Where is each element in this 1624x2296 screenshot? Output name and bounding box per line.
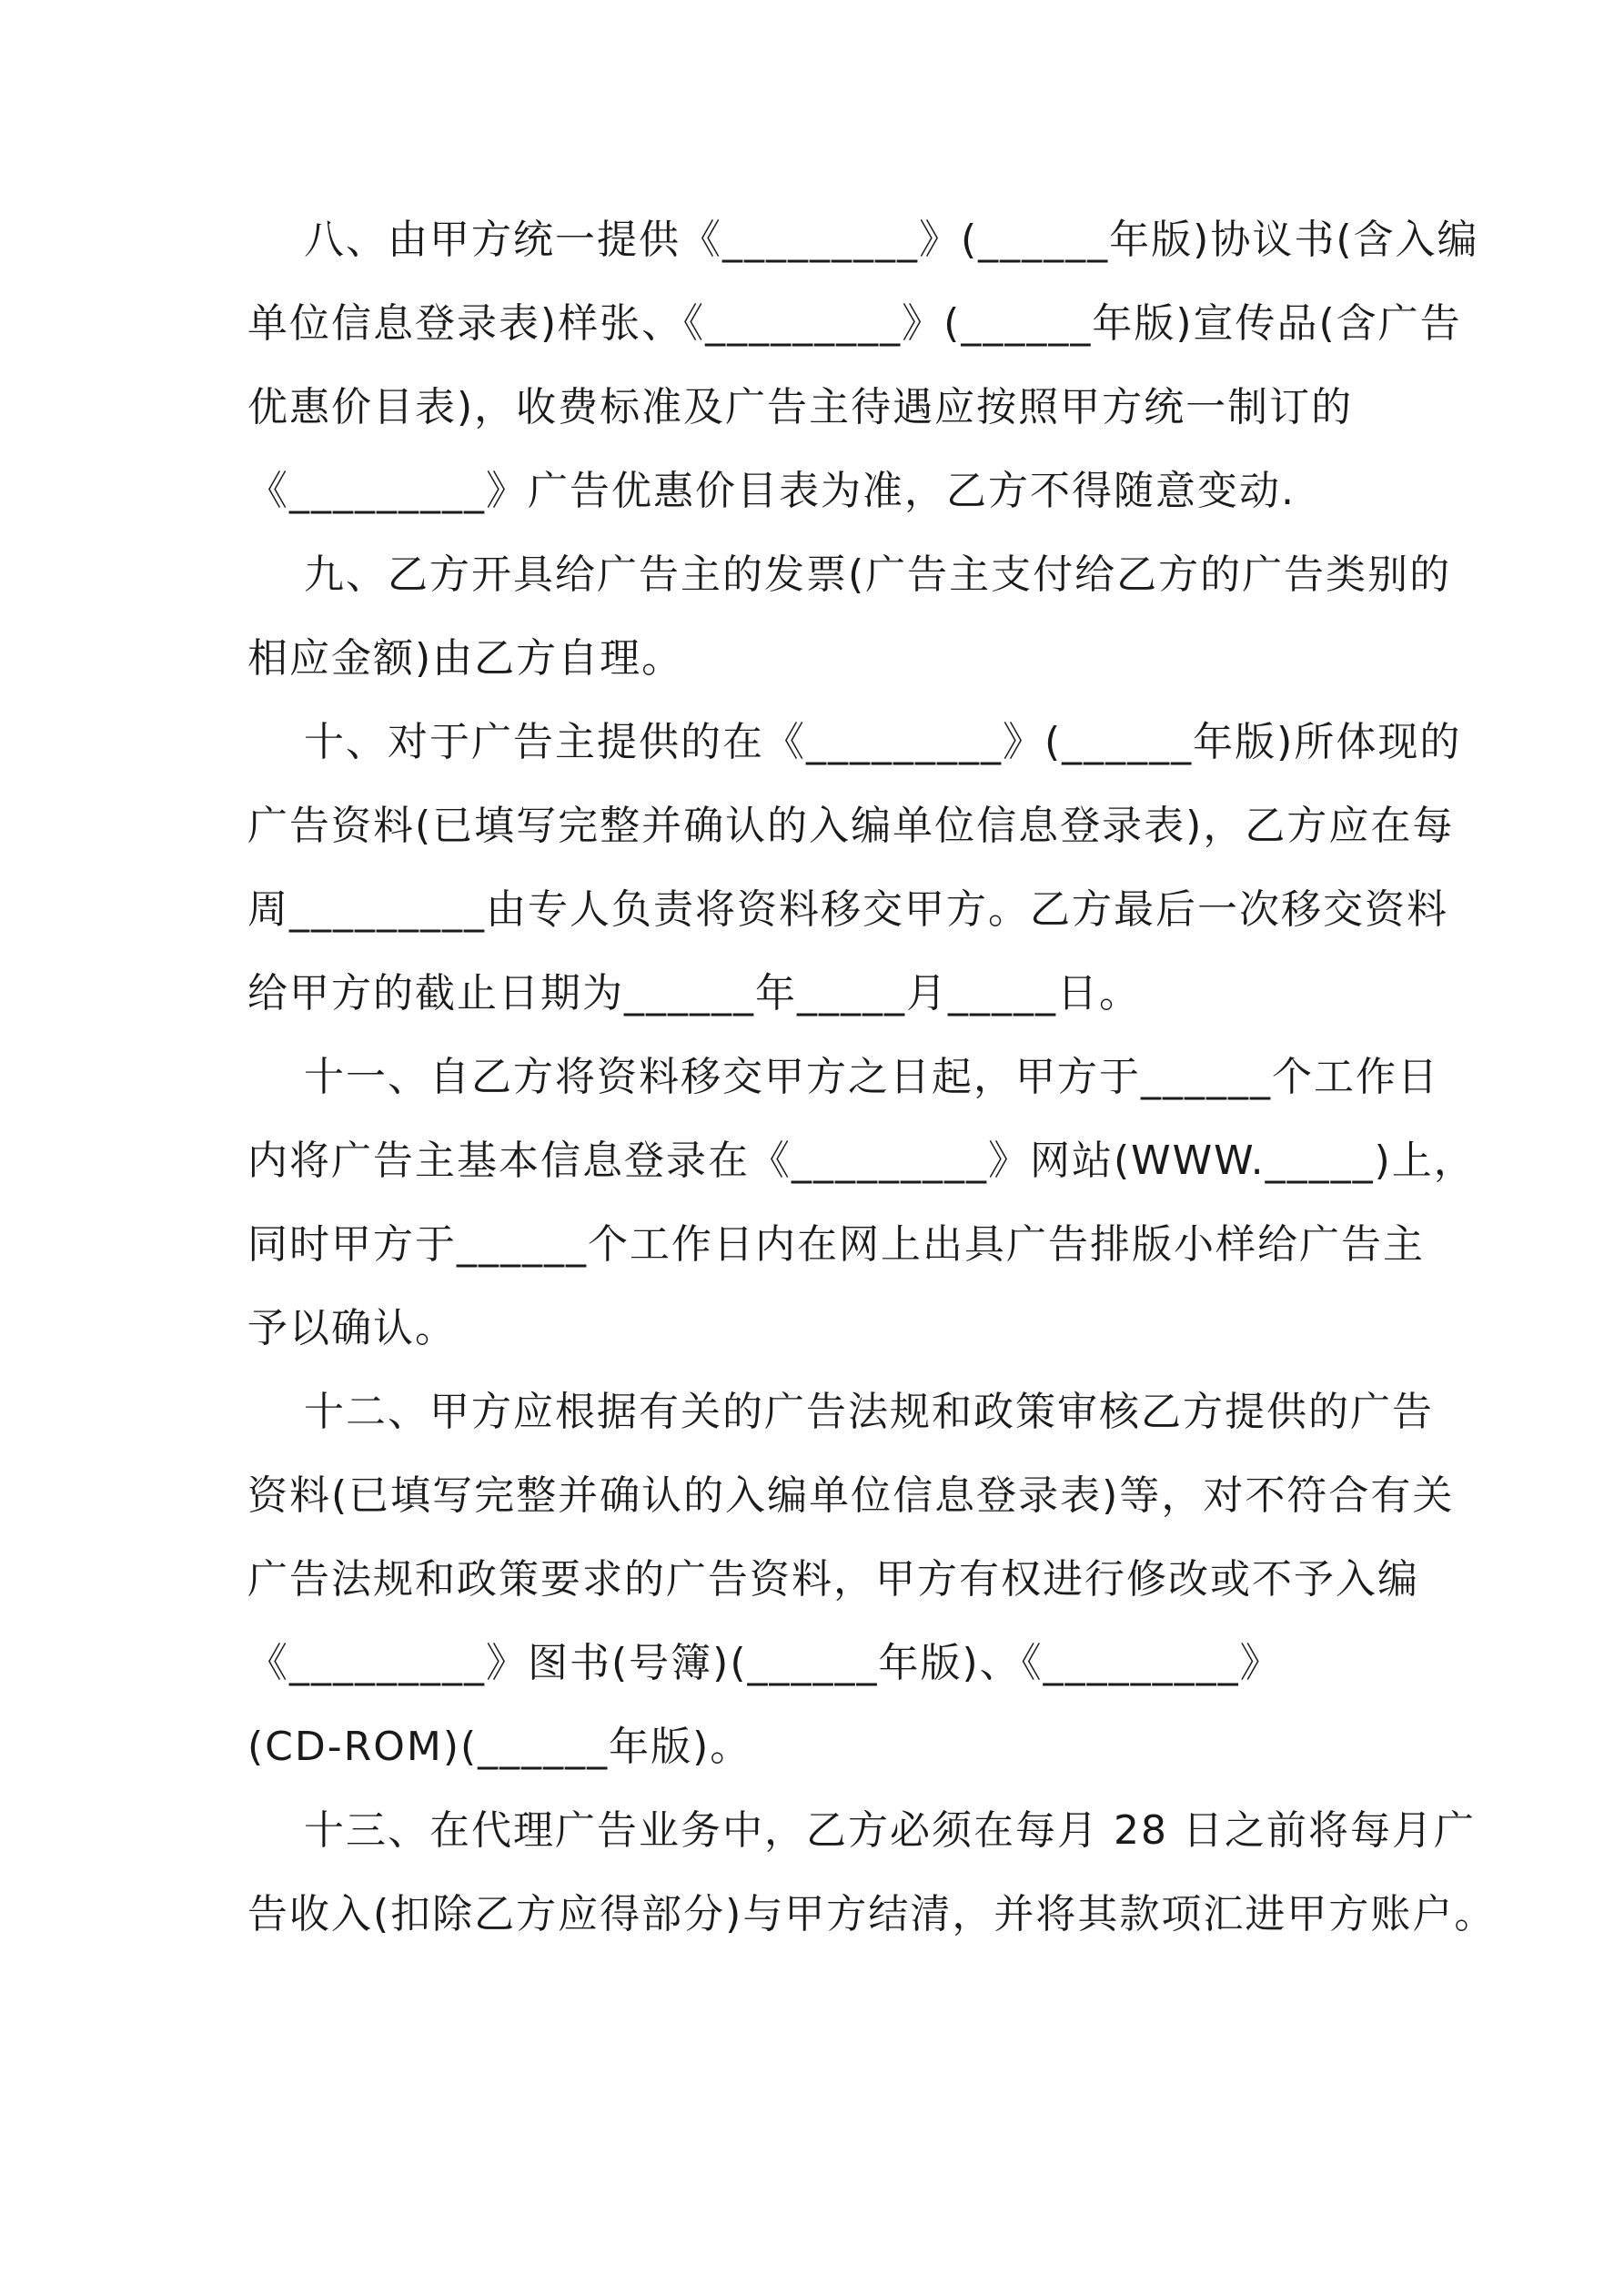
- clause-11-line-2: 内将广告主基本信息登录在《_________》网站(WWW._____)上，: [247, 1138, 1476, 1184]
- clause-8-line-1: 八、由甲方统一提供《_________》(______年版)协议书(含入编: [304, 217, 1479, 263]
- clause-13-line-2: 告收入(扣除乙方应得部分)与甲方结清，并将其款项汇进甲方账户。: [247, 1891, 1497, 1937]
- clause-10-line-4: 给甲方的截止日期为______年_____月_____日。: [247, 970, 1141, 1017]
- clause-9-line-1: 九、乙方开具给广告主的发票(广告主支付给乙方的广告类别的: [304, 551, 1452, 598]
- clause-9-line-2: 相应金额)由乙方自理。: [247, 635, 684, 682]
- clause-13-line-1: 十三、在代理广告业务中，乙方必须在每月 28 日之前将每月广: [304, 1807, 1476, 1854]
- clause-10-line-1: 十、对于广告主提供的在《_________》(______年版)所体现的: [304, 719, 1462, 765]
- clause-12-line-2: 资料(已填写完整并确认的入编单位信息登录表)等，对不符合有关: [247, 1472, 1455, 1519]
- clause-10-line-3: 周_________由专人负责将资料移交甲方。乙方最后一次移交资料: [247, 886, 1448, 933]
- clause-12-line-5: (CD-ROM)(______年版)。: [247, 1724, 752, 1770]
- clause-8-line-4: 《_________》广告优惠价目表为准，乙方不得随意变动.: [247, 468, 1296, 514]
- clause-12-line-1: 十二、甲方应根据有关的广告法规和政策审核乙方提供的广告: [304, 1389, 1434, 1435]
- clause-11-line-4: 予以确认。: [247, 1305, 457, 1351]
- clause-11-line-1: 十一、自乙方将资料移交甲方之日起，甲方于______个工作日: [304, 1054, 1439, 1100]
- clause-8-line-3: 优惠价目表)，收费标准及广告主待遇应按照甲方统一制订的: [247, 384, 1354, 430]
- clause-8-line-2: 单位信息登录表)样张、《_________》(______年版)宣传品(含广告: [247, 300, 1462, 347]
- clause-10-line-2: 广告资料(已填写完整并确认的入编单位信息登录表)，乙方应在每: [247, 803, 1455, 849]
- clause-12-line-4: 《_________》图书(号簿)(______年版)、《_________》: [247, 1640, 1282, 1686]
- clause-11-line-3: 同时甲方于______个工作日内在网上出具广告排版小样给广告主: [247, 1221, 1425, 1268]
- clause-12-line-3: 广告法规和政策要求的广告资料，甲方有权进行修改或不予入编: [247, 1556, 1419, 1603]
